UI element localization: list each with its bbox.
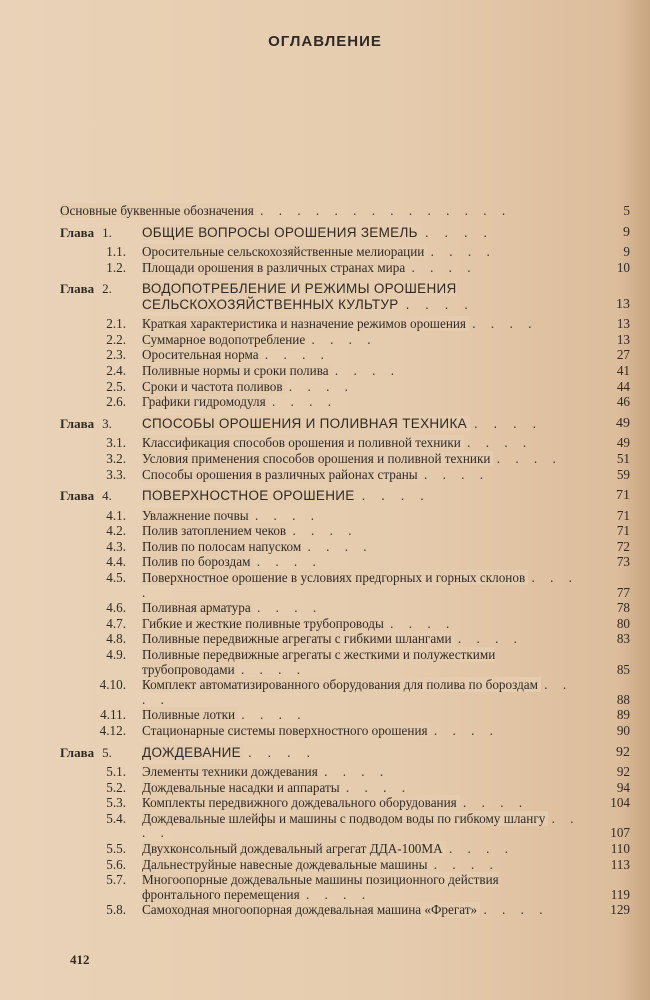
section-title: Классификация способов орошения и поливной техники bbox=[142, 435, 464, 450]
section-number: 3.3. bbox=[106, 466, 126, 482]
toc-page-number: 49 bbox=[616, 415, 630, 431]
toc-section-entry: 2.6. Графики гидромодуля . . . . 46 bbox=[60, 395, 630, 410]
section-number: 4.3. bbox=[106, 538, 126, 554]
section-title: Сроки и частота поливов bbox=[142, 379, 286, 394]
toc-page-number: 10 bbox=[616, 259, 630, 275]
section-number: 2.3. bbox=[106, 347, 126, 363]
toc-page-number: 59 bbox=[616, 466, 630, 482]
section-title: Полив затоплением чеков bbox=[142, 523, 289, 538]
toc-section-entry: 4.6. Поливная арматура . . . . 78 bbox=[60, 601, 630, 616]
section-title: Элементы техники дождевания bbox=[142, 764, 321, 779]
chapters-list bbox=[60, 225, 630, 918]
section-number: 2.1. bbox=[106, 316, 126, 332]
toc-page-number: 113 bbox=[610, 856, 630, 872]
toc-section-entry: 4.4. Полив по бороздам . . . . 73 bbox=[60, 555, 630, 570]
section-title: Условия применения способов орошения и поливной техники bbox=[142, 451, 493, 466]
section-number: 5.4. bbox=[106, 810, 126, 826]
section-title: Поверхностное орошение в условиях предгорных и горных склонов bbox=[142, 570, 528, 585]
section-title: Площади орошения в различных странах мира bbox=[142, 260, 408, 275]
chapter-number: 1. bbox=[102, 224, 112, 240]
section-number: 1.1. bbox=[106, 244, 126, 260]
section-number: 4.6. bbox=[106, 600, 126, 616]
toc-page-number: 83 bbox=[616, 631, 630, 647]
toc-page-number: 107 bbox=[610, 825, 630, 841]
section-number: 5.6. bbox=[106, 856, 126, 872]
toc-page-number: 27 bbox=[616, 347, 630, 363]
section-number: 4.4. bbox=[106, 554, 126, 570]
section-title: Способы орошения в различных районах страны bbox=[142, 467, 421, 482]
section-title: Поливные передвижные агрегаты с жесткими и полужесткими трубопроводами bbox=[142, 646, 496, 677]
chapter-label: Глава 2. bbox=[60, 281, 112, 297]
section-number: 2.2. bbox=[106, 331, 126, 347]
toc-intro-entry: Основные буквенные обозначения . . . . . . . . . . . . . . 5 bbox=[60, 203, 630, 218]
toc-section-entry: 4.9. Поливные передвижные агрегаты с жесткими и полужесткими трубопроводами . . . . 85 bbox=[60, 648, 630, 677]
chapter-label: Глава 3. bbox=[60, 415, 112, 431]
section-title: Дождевальные насадки и аппараты bbox=[142, 780, 343, 795]
toc-section-entry: 2.5. Сроки и частота поливов . . . . 44 bbox=[60, 380, 630, 395]
section-number: 2.4. bbox=[106, 363, 126, 379]
section-number: 4.9. bbox=[106, 646, 126, 662]
toc-section-entry: 5.2. Дождевальные насадки и аппараты . . . . 94 bbox=[60, 781, 630, 796]
toc-chapter: Глава 1. ОБЩИЕ ВОПРОСЫ ОРОШЕНИЯ ЗЕМЕЛЬ . . . . 9 bbox=[60, 224, 630, 240]
toc-page-number: 80 bbox=[616, 615, 630, 631]
toc-page-number: 71 bbox=[616, 488, 630, 504]
chapter-label: Глава 1. bbox=[60, 224, 112, 240]
toc-page-number: 78 bbox=[616, 600, 630, 616]
chapter-label: Глава 5. bbox=[60, 744, 112, 760]
section-title: Самоходная многоопорная дождевальная машина «Фрегат» bbox=[142, 902, 480, 917]
toc-section-entry: 5.5. Двухконсольный дождевальный агрегат ДДА-100МА . . . . 110 bbox=[60, 842, 630, 857]
toc-page-number: 85 bbox=[616, 661, 630, 677]
toc-page-number: 51 bbox=[616, 450, 630, 466]
toc-section-entry: 5.8. Самоходная многоопорная дождевальная машина «Фрегат» . . . . 129 bbox=[60, 903, 630, 918]
toc-page-number: 89 bbox=[616, 707, 630, 723]
table-of-contents bbox=[60, 204, 630, 918]
toc-page-number: 71 bbox=[616, 507, 630, 523]
section-title: Комплект автоматизированного оборудования для полива по бороздам bbox=[142, 677, 541, 692]
section-title: Гибкие и жесткие поливные трубопроводы bbox=[142, 616, 387, 631]
toc-page-number: 44 bbox=[616, 378, 630, 394]
section-title: Дальнеструйные навесные дождевальные машины bbox=[142, 857, 430, 872]
toc-section-entry: 5.1. Элементы техники дождевания . . . . 92 bbox=[60, 765, 630, 780]
section-title: Суммарное водопотребление bbox=[142, 332, 308, 347]
toc-page-number: 104 bbox=[610, 795, 630, 811]
section-number: 5.7. bbox=[106, 872, 126, 888]
section-title: Поливная арматура bbox=[142, 600, 254, 615]
chapter-title: ДОЖДЕВАНИЕ bbox=[142, 745, 244, 760]
toc-section-entry: 3.2. Условия применения способов орошения и поливной техники . . . . 51 bbox=[60, 452, 630, 467]
chapter-label: Глава 4. bbox=[60, 488, 112, 504]
chapter-number: 2. bbox=[102, 281, 112, 297]
page-title: ОГЛАВЛЕНИЕ bbox=[268, 33, 382, 50]
section-title: Поливные передвижные агрегаты с гибкими шлангами bbox=[142, 631, 455, 646]
toc-page-number: 72 bbox=[616, 538, 630, 554]
toc-entry-text: Основные буквенные обозначения bbox=[60, 203, 257, 218]
toc-page-number: 13 bbox=[616, 331, 630, 347]
toc-section-entry: 4.11. Поливные лотки . . . . 89 bbox=[60, 708, 630, 723]
toc-page-number: 41 bbox=[616, 363, 630, 379]
toc-section-entry: 4.1. Увлажнение почвы . . . . 71 bbox=[60, 509, 630, 524]
toc-section-entry: 3.3. Способы орошения в различных районах страны . . . . 59 bbox=[60, 468, 630, 483]
section-number: 5.5. bbox=[106, 841, 126, 856]
chapter-number: 4. bbox=[102, 488, 112, 504]
toc-page-number: 9 bbox=[623, 244, 630, 260]
section-title: Стационарные системы поверхностного орошения bbox=[142, 723, 431, 738]
section-title: Оросительная норма bbox=[142, 347, 262, 362]
toc-section-entry: 2.4. Поливные нормы и сроки полива . . . . 41 bbox=[60, 364, 630, 379]
toc-chapter: Глава 3. СПОСОБЫ ОРОШЕНИЯ И ПОЛИВНАЯ ТЕХНИКА . . . . 49 bbox=[60, 415, 630, 431]
toc-page-number: 77 bbox=[616, 584, 630, 600]
section-title: Многоопорные дождевальные машины позиционного действия фронтального перемещения bbox=[142, 872, 499, 902]
chapter-title: ОБЩИЕ ВОПРОСЫ ОРОШЕНИЯ ЗЕМЕЛЬ bbox=[142, 225, 421, 240]
section-number: 4.8. bbox=[106, 631, 126, 647]
section-number: 4.2. bbox=[106, 523, 126, 539]
section-title: Поливные нормы и сроки полива bbox=[142, 363, 332, 378]
section-title: Графики гидромодуля bbox=[142, 394, 269, 409]
section-number: 5.8. bbox=[106, 902, 126, 918]
section-title: Поливные лотки bbox=[142, 707, 238, 722]
toc-section-entry: 4.2. Полив затоплением чеков . . . . 71 bbox=[60, 524, 630, 539]
toc-page-number: 94 bbox=[616, 779, 630, 795]
toc-page-number: 5 bbox=[623, 203, 630, 218]
section-title: Увлажнение почвы bbox=[142, 508, 252, 523]
toc-chapter: Глава 2. ВОДОПОТРЕБЛЕНИЕ И РЕЖИМЫ ОРОШЕНИЯ СЕЛЬСКОХОЗЯЙСТВЕННЫХ КУЛЬТУР . . . . 13 bbox=[60, 281, 630, 312]
section-number: 4.7. bbox=[106, 615, 126, 631]
toc-section-entry: 4.7. Гибкие и жесткие поливные трубопроводы . . . . 80 bbox=[60, 617, 630, 632]
section-number: 5.2. bbox=[106, 779, 126, 795]
section-number: 4.10. bbox=[99, 677, 126, 693]
toc-section-entry: 4.8. Поливные передвижные агрегаты с гибкими шлангами . . . . 83 bbox=[60, 632, 630, 647]
section-title: Полив по бороздам bbox=[142, 554, 253, 569]
section-title: Комплекты передвижного дождевального оборудования bbox=[142, 795, 460, 810]
toc-page-number: 13 bbox=[616, 296, 630, 312]
toc-page-number: 90 bbox=[616, 722, 630, 738]
section-number: 3.1. bbox=[106, 435, 126, 451]
chapter-number: 3. bbox=[102, 415, 112, 431]
chapter-title: ПОВЕРХНОСТНОЕ ОРОШЕНИЕ bbox=[142, 488, 358, 503]
section-number: 5.1. bbox=[106, 764, 126, 780]
toc-page-number: 129 bbox=[610, 902, 630, 918]
toc-section-entry: 5.7. Многоопорные дождевальные машины позиционного действия фронтального перемещения . . . . 119 bbox=[60, 873, 630, 902]
section-title: Дождевальные шлейфы и машины с подводом воды по гибкому шлангу bbox=[142, 811, 548, 826]
toc-section-entry: 4.10. Комплект автоматизированного оборудования для полива по бороздам . . . . 88 bbox=[60, 678, 630, 707]
chapter-title: СПОСОБЫ ОРОШЕНИЯ И ПОЛИВНАЯ ТЕХНИКА bbox=[142, 416, 470, 431]
section-number: 2.5. bbox=[106, 378, 126, 394]
toc-page-number: 9 bbox=[623, 224, 630, 240]
section-number: 4.1. bbox=[106, 507, 126, 523]
toc-page-number: 13 bbox=[616, 316, 630, 332]
toc-section-entry: 4.12. Стационарные системы поверхностного орошения . . . . 90 bbox=[60, 724, 630, 739]
section-title: Двухконсольный дождевальный агрегат ДДА-100МА bbox=[142, 841, 446, 856]
section-title: Краткая характеристика и назначение режимов орошения bbox=[142, 316, 469, 331]
section-number: 4.5. bbox=[106, 570, 126, 585]
section-title: Полив по полосам напуском bbox=[142, 539, 304, 554]
toc-section-entry: 5.6. Дальнеструйные навесные дождевальные машины . . . . 113 bbox=[60, 858, 630, 873]
section-number: 4.11. bbox=[100, 707, 126, 723]
toc-page-number: 119 bbox=[610, 886, 630, 902]
toc-page-number: 46 bbox=[616, 394, 630, 410]
toc-page-number: 92 bbox=[616, 744, 630, 760]
toc-page-number: 110 bbox=[610, 841, 630, 856]
toc-section-entry: 2.1. Краткая характеристика и назначение режимов орошения . . . . 13 bbox=[60, 317, 630, 332]
page-number: 412 bbox=[70, 952, 90, 967]
toc-section-entry: 4.3. Полив по полосам напуском . . . . 72 bbox=[60, 540, 630, 555]
toc-page-number: 92 bbox=[616, 764, 630, 780]
toc-section-entry: 5.4. Дождевальные шлейфы и машины с подводом воды по гибкому шлангу . . . . 107 bbox=[60, 812, 630, 841]
toc-section-entry: 2.3. Оросительная норма . . . . 27 bbox=[60, 348, 630, 363]
section-number: 5.3. bbox=[106, 795, 126, 811]
toc-section-entry: 2.2. Суммарное водопотребление . . . . 13 bbox=[60, 333, 630, 348]
toc-chapter: Глава 4. ПОВЕРХНОСТНОЕ ОРОШЕНИЕ . . . . 71 bbox=[60, 488, 630, 504]
toc-page-number: 49 bbox=[616, 435, 630, 451]
toc-chapter: Глава 5. ДОЖДЕВАНИЕ . . . . 92 bbox=[60, 744, 630, 760]
chapter-number: 5. bbox=[102, 744, 112, 760]
toc-section-entry: 3.1. Классификация способов орошения и поливной техники . . . . 49 bbox=[60, 436, 630, 451]
section-number: 2.6. bbox=[106, 394, 126, 410]
section-number: 3.2. bbox=[106, 450, 126, 466]
toc-page-number: 88 bbox=[616, 691, 630, 707]
section-number: 1.2. bbox=[106, 259, 126, 275]
toc-section-entry: 4.5. Поверхностное орошение в условиях предгорных и горных склонов . . . . 77 bbox=[60, 571, 630, 600]
toc-section-entry: 1.2. Площади орошения в различных странах мира . . . . 10 bbox=[60, 261, 630, 276]
toc-section-entry: 5.3. Комплекты передвижного дождевального оборудования . . . . 104 bbox=[60, 796, 630, 811]
section-number: 4.12. bbox=[99, 722, 126, 738]
toc-section-entry: 1.1. Оросительные сельскохозяйственные мелиорации . . . . 9 bbox=[60, 245, 630, 260]
section-title: Оросительные сельскохозяйственные мелиорации bbox=[142, 244, 427, 259]
toc-page-number: 71 bbox=[616, 523, 630, 539]
toc-page-number: 73 bbox=[616, 554, 630, 570]
chapter-title: ВОДОПОТРЕБЛЕНИЕ И РЕЖИМЫ ОРОШЕНИЯ СЕЛЬСКОХОЗЯЙСТВЕННЫХ КУЛЬТУР bbox=[142, 281, 457, 312]
